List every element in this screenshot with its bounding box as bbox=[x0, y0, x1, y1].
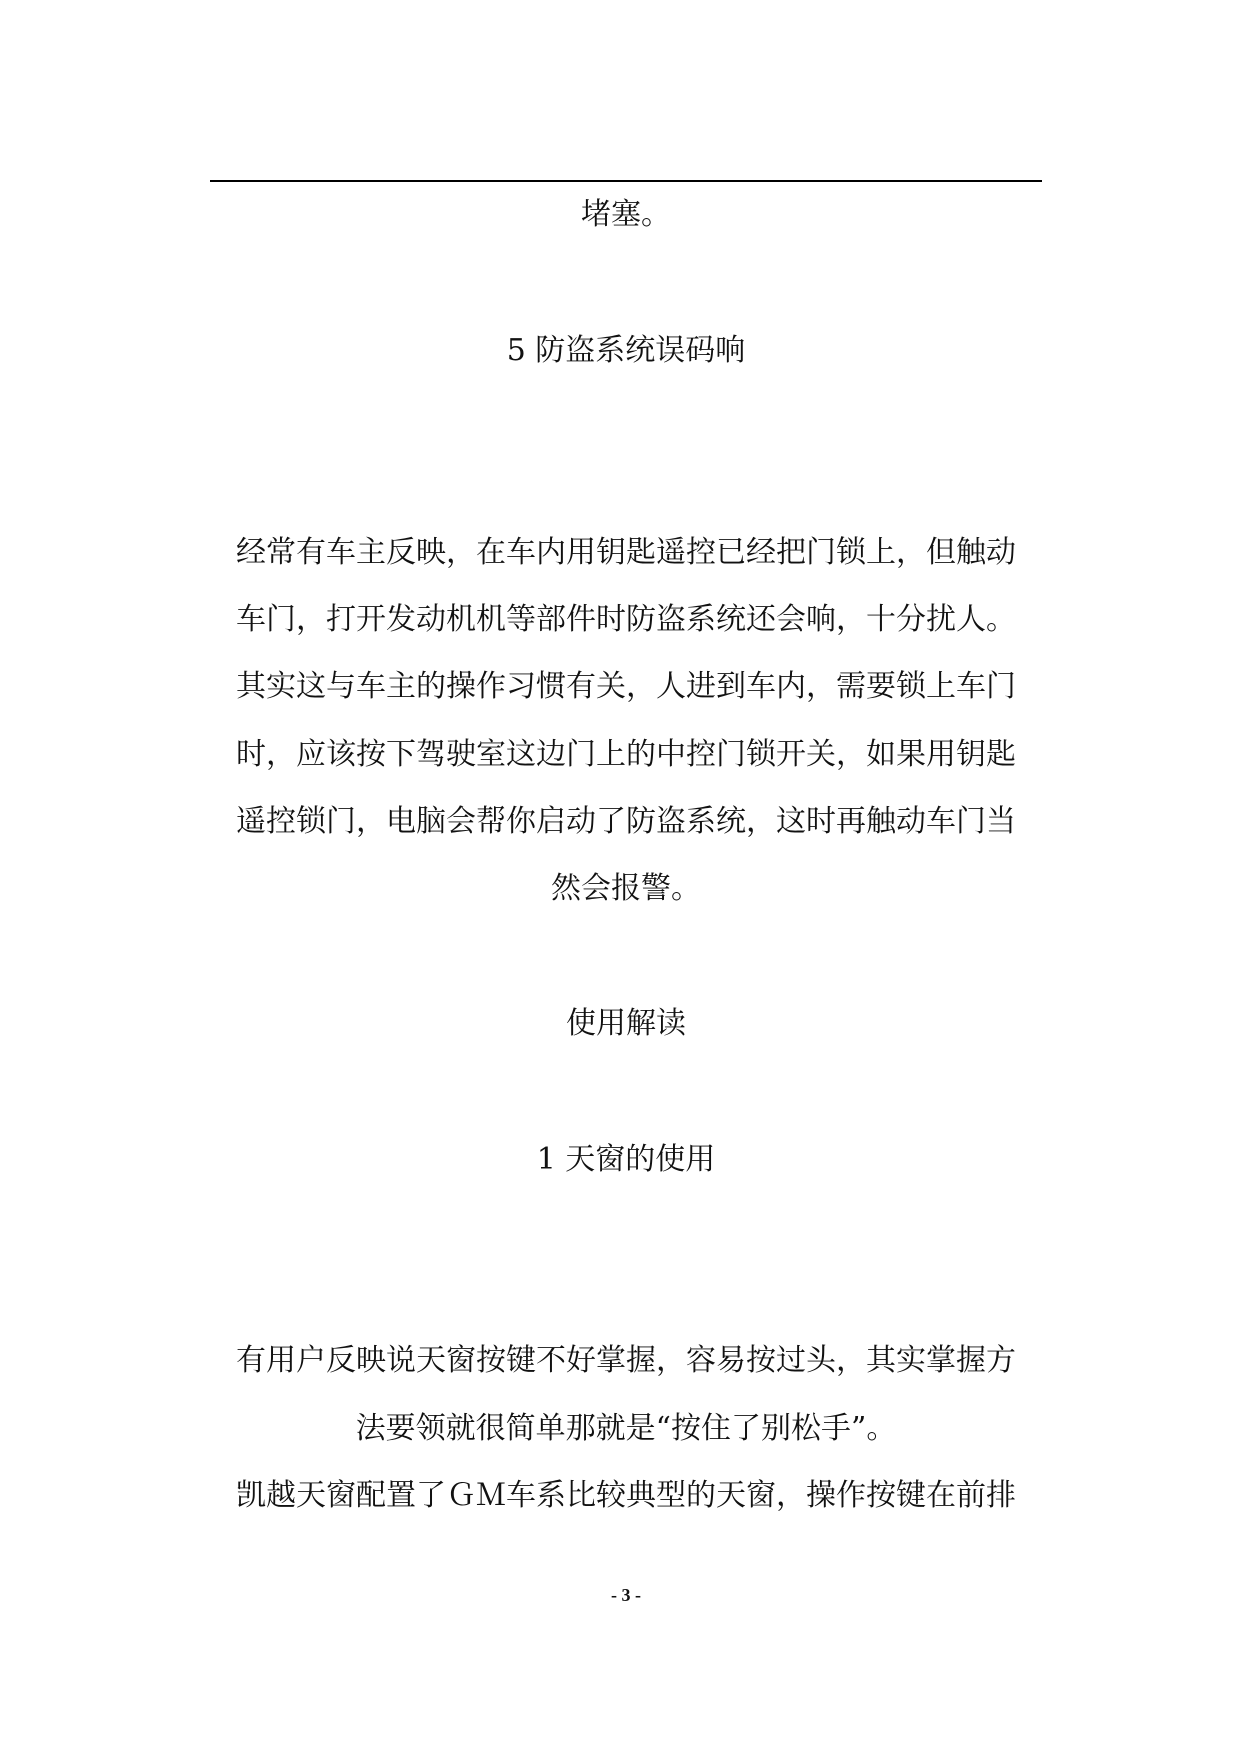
paragraph-line: 遥控锁门，电脑会帮你启动了防盗系统，这时再触动车门当 bbox=[236, 804, 1016, 839]
paragraph-line: 有用户反映说天窗按键不好掌握，容易按过头，其实掌握方 bbox=[236, 1343, 1016, 1378]
section-heading-usage: 使用解读 bbox=[566, 1006, 686, 1041]
section-heading-antitheft: 5 防盗系统误码响 bbox=[506, 333, 746, 368]
paragraph-line: 车门，打开发动机机等部件时防盗系统还会响，十分扰人。 bbox=[236, 602, 1016, 637]
section-heading-sunroof: 1 天窗的使用 bbox=[536, 1142, 716, 1177]
paragraph-line: 法要领就很简单那就是“按住了别松手”。 bbox=[355, 1411, 897, 1446]
paragraph-line: 其实这与车主的操作习惯有关，人进到车内，需要锁上车门 bbox=[236, 669, 1016, 704]
header-rule bbox=[210, 180, 1042, 182]
paragraph-line: 凯越天窗配置了ＧＭ车系比较典型的天窗，操作按键在前排 bbox=[236, 1478, 1016, 1513]
paragraph-line: 时，应该按下驾驶室这边门上的中控门锁开关，如果用钥匙 bbox=[236, 737, 1016, 772]
paragraph-line: 经常有车主反映，在车内用钥匙遥控已经把门锁上，但触动 bbox=[236, 535, 1016, 570]
text-line-continuation: 堵塞。 bbox=[581, 197, 671, 232]
page-number: - 3 - bbox=[611, 1585, 641, 1605]
paragraph-line: 然会报警。 bbox=[551, 871, 701, 906]
